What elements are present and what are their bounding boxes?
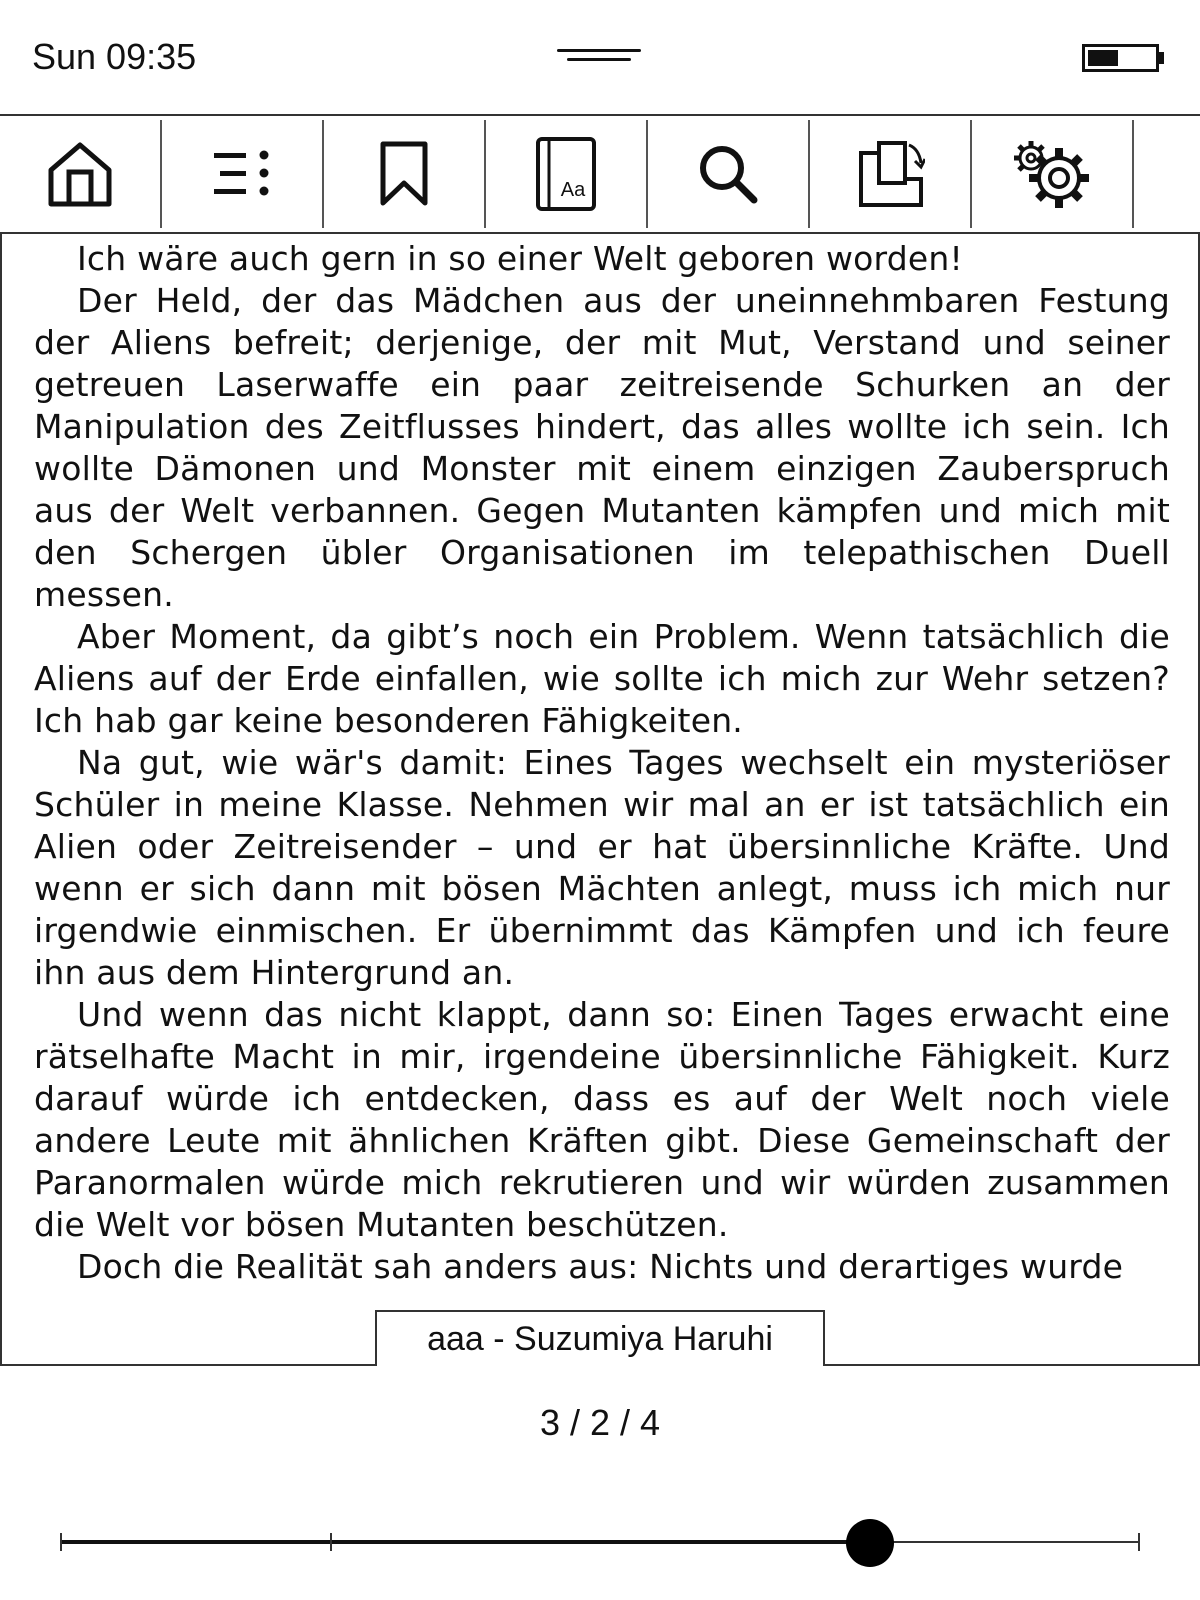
search-icon [697, 143, 759, 205]
pull-down-handle[interactable] [557, 49, 641, 63]
search-button[interactable] [648, 120, 810, 228]
status-bar [0, 0, 1200, 116]
dictionary-icon-label: Aa [560, 179, 586, 201]
paragraph: Aber Moment, da gibt’s noch ein Problem. Wenn tatsächlich die Aliens auf der Erde einfallen, wie sollte ich mich zur Wehr setzen? Ich hab gar keine besonderen Fähigkeiten. [34, 617, 1170, 740]
table-of-contents-icon [212, 149, 272, 199]
dictionary-button[interactable] [486, 120, 648, 228]
book-title-tooltip: aaa - Suzumiya Haruhi [375, 1310, 825, 1366]
reader-toolbar [0, 118, 1200, 230]
battery-icon [1082, 44, 1166, 72]
paragraph: Und wenn das nicht klappt, dann so: Einen Tages erwacht eine rätselhafte Macht in mir, irgendeine übersinnliche Fähigkeit. Kurz darauf würde ich entdecken, dass es auf der Welt noch viele andere Leute mit ähnlichen Kräften gibt. Diese Gemeinschaft der Paranormalen würde mich rekrutieren und wir würden zusammen die Welt vor bösen Mutanten beschützen. [34, 995, 1170, 1244]
paragraph: Doch die Realität sah anders aus: Nichts und derartiges wurde [77, 1247, 1124, 1286]
page-text [34, 238, 1170, 1288]
chapter-mark [1138, 1533, 1140, 1551]
bookmark-icon [379, 141, 429, 207]
rotate-button[interactable] [810, 120, 972, 228]
page-counter: 3 / 2 / 4 [539, 1402, 661, 1443]
reading-progress-slider[interactable] [60, 1518, 1140, 1566]
paragraph: Ich wäre auch gern in so einer Welt geboren worden! [77, 239, 963, 278]
contents-button[interactable] [162, 120, 324, 228]
home-button[interactable] [0, 120, 162, 228]
chapter-mark [60, 1533, 62, 1551]
progress-fill [60, 1540, 870, 1544]
home-icon [47, 140, 113, 208]
dictionary-icon [535, 136, 597, 212]
gear-icon [1009, 136, 1095, 212]
rotate-screen-icon [855, 139, 925, 209]
clock: Sun 09:35 [32, 36, 197, 77]
chapter-mark [330, 1533, 332, 1551]
reading-page[interactable] [0, 232, 1200, 1366]
settings-button[interactable] [972, 120, 1134, 228]
paragraph: Na gut, wie wär's damit: Eines Tages wechselt ein mysteriöser Schüler in meine Klasse. Nehmen wir mal an er ist tatsächlich ein Alien oder Zeitreisender – und er hat übersinnliche Kräfte. Und wenn er sich dann mit bösen Mächten anlegt, muss ich mich nur irgendwie einmischen. Er übernimmt das Kämpfen und ich feure ihn aus dem Hintergrund an. [34, 743, 1170, 992]
paragraph: Der Held, der das Mädchen aus der uneinnehmbaren Festung der Aliens befreit; derjenige, der mit Mut, Verstand und seiner getreuen Laserwaffe ein paar zeitreisende Schurken an der Manipulation des Zeitflusses hindert, das alles wollte ich sein. Ich wollte Dämonen und Monster mit einem einzigen Zauberspruch aus der Welt verbannen. Gegen Mutanten kämpfen und mich mit den Schergen übler Organisationen im telepathischen Duell messen. [34, 281, 1170, 614]
bookmark-button[interactable] [324, 120, 486, 228]
progress-handle[interactable] [846, 1519, 894, 1567]
